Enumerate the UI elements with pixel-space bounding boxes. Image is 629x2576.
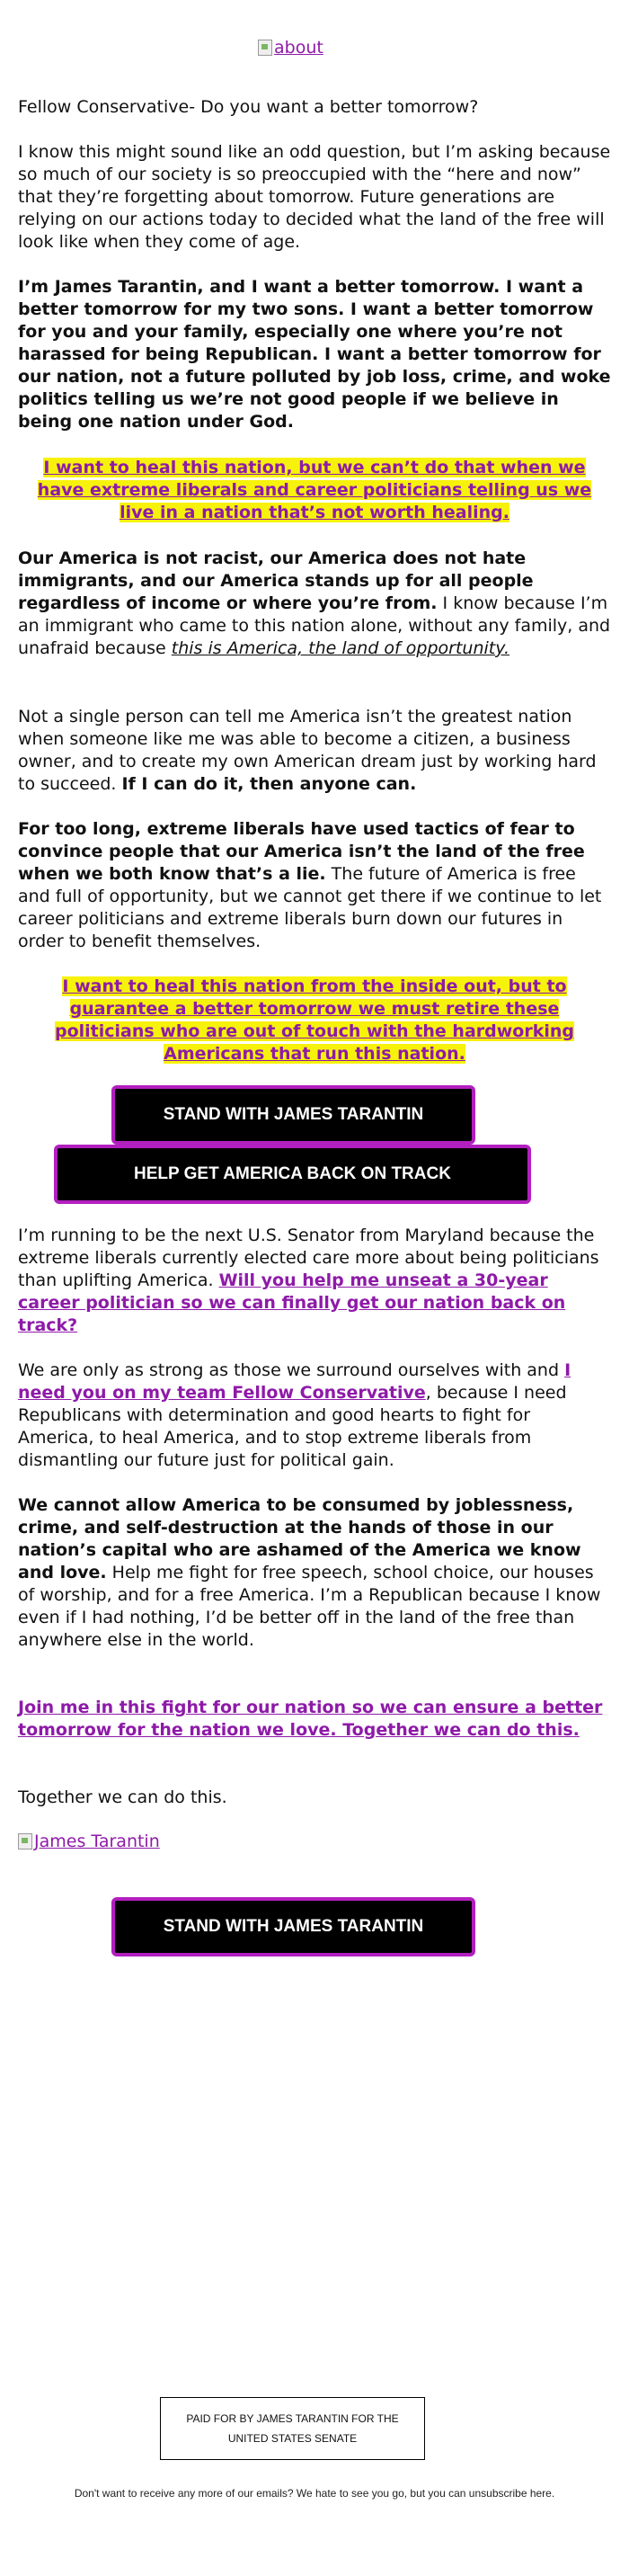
cannot-allow-bold: We cannot allow America to be consumed by joblessness, crime, and self-destruction at the hands of those in our nation’s capital who are ashamed of the America we know and love. (18, 1495, 581, 1582)
broken-image-icon (18, 1833, 32, 1850)
too-long-text: The future of America is free and full of opportunity, but we cannot get there if we continue to let career politicians and extreme liberals burn down our futures in order to benefit themselves. (18, 864, 602, 951)
paragraph-too-long (18, 818, 611, 953)
paragraph-running (18, 1225, 611, 1337)
join-link[interactable]: Join me in this fight for our nation so we can ensure a better tomorrow for the nation we love. Together we can do this. (18, 1698, 603, 1740)
paragraph-about: I’m James Tarantin, and I want a better tomorrow. I want a better tomorrow for my two sons. I want a better tomorrow for you and your family, especially one where you’re not harassed for being Republican. I want a better tomorrow for our nation, not a future polluted by job loss, crime, and woke politics telling us we’re not good people if we believe in being one nation under God. (18, 277, 611, 432)
our-america-text: I know because I’m an immigrant who came to this nation alone, without any family, and unafraid because (18, 593, 611, 658)
paragraph-intro: I know this might sound like an odd question, but I’m asking because so much of our society is so preoccupied with the “here and now” that they’re forgetting about tomorrow. Future generations are relying on our actions today to decided what the land of the free will look like when they come of age. (18, 142, 611, 252)
stand-with-button-bottom[interactable]: STAND WITH JAMES TARANTIN (111, 1897, 475, 1957)
team-text-1: We are only as strong as those we surround ourselves with and (18, 1360, 565, 1380)
highlight-heal[interactable] (18, 457, 611, 524)
running-text: I’m running to be the next U.S. Senator from Maryland because the extreme liberals currently elected care more about being politicians than uplifting America. (18, 1226, 599, 1290)
greatest-nation-bold: If I can do it, then anyone can. (121, 774, 417, 794)
highlight-inside-out[interactable] (18, 976, 611, 1065)
too-long-bold: For too long, extreme liberals have used tactics of fear to convince people that our America isn’t the land of the free when we both know that’s a lie. (18, 819, 585, 884)
unsubscribe-text[interactable]: Don't want to receive any more of our emails? We hate to see you go, but you can unsubscribe here. (74, 2487, 555, 2500)
greeting: Fellow Conservative- Do you want a better tomorrow? (18, 97, 479, 117)
broken-image-icon (258, 40, 272, 56)
greatest-nation-text: Not a single person can tell me America isn’t the greatest nation when someone like me was able to become a citizen, a business owner, and to create my own American dream just by working hard to succeed. (18, 707, 597, 794)
stand-with-button[interactable]: STAND WITH JAMES TARANTIN (111, 1085, 475, 1145)
header-image-alt: about (274, 38, 323, 58)
our-america-bold: Our America is not racist, our America does not hate immigrants, and our America stands up for all people regardless of income or where you’re from. (18, 548, 534, 613)
unseat-link[interactable]: Will you help me unseat a 30-year career politician so we can finally get our nation back on track? (18, 1270, 566, 1335)
signature-image[interactable] (18, 1832, 160, 1853)
signature-image-alt: James Tarantin (34, 1832, 160, 1851)
paragraph-together: Together we can do this. (18, 1787, 227, 1807)
header-image[interactable] (258, 38, 323, 59)
paragraph-greatest-nation (18, 706, 611, 796)
paragraph-cannot-allow (18, 1494, 611, 1652)
paragraph-team (18, 1359, 611, 1472)
help-america-button[interactable]: HELP GET AMERICA BACK ON TRACK (54, 1145, 531, 1204)
highlight-heal-text[interactable]: I want to heal this nation, but we can’t do that when we have extreme liberals and career politicians telling us we live in a nation that’s not worth healing. (37, 458, 592, 522)
paragraph-join[interactable] (18, 1697, 611, 1742)
paragraph-our-america (18, 548, 611, 660)
paid-for-disclaimer: PAID FOR BY JAMES TARANTIN FOR THE UNITED STATES SENATE (160, 2397, 425, 2460)
team-text-2: , because I need Republicans with determination and good hearts to fight for America, to heal America, and to stop extreme liberals from dismantling our future just for political gain. (18, 1383, 567, 1470)
cannot-allow-text: Help me fight for free speech, school choice, our houses of worship, and for a free America. I’m a Republican because I know even if I had nothing, I’d be better off in the land of the free than anywhere else in the world. (18, 1563, 601, 1650)
team-link[interactable]: I need you on my team Fellow Conservative (18, 1360, 571, 1403)
our-america-italic: this is America, the land of opportunity. (171, 638, 510, 658)
highlight-inside-out-text[interactable]: I want to heal this nation from the inside out, but to guarantee a better tomorrow we must retire these politicians who are out of touch with the hardworking Americans that run this nation. (54, 976, 574, 1064)
